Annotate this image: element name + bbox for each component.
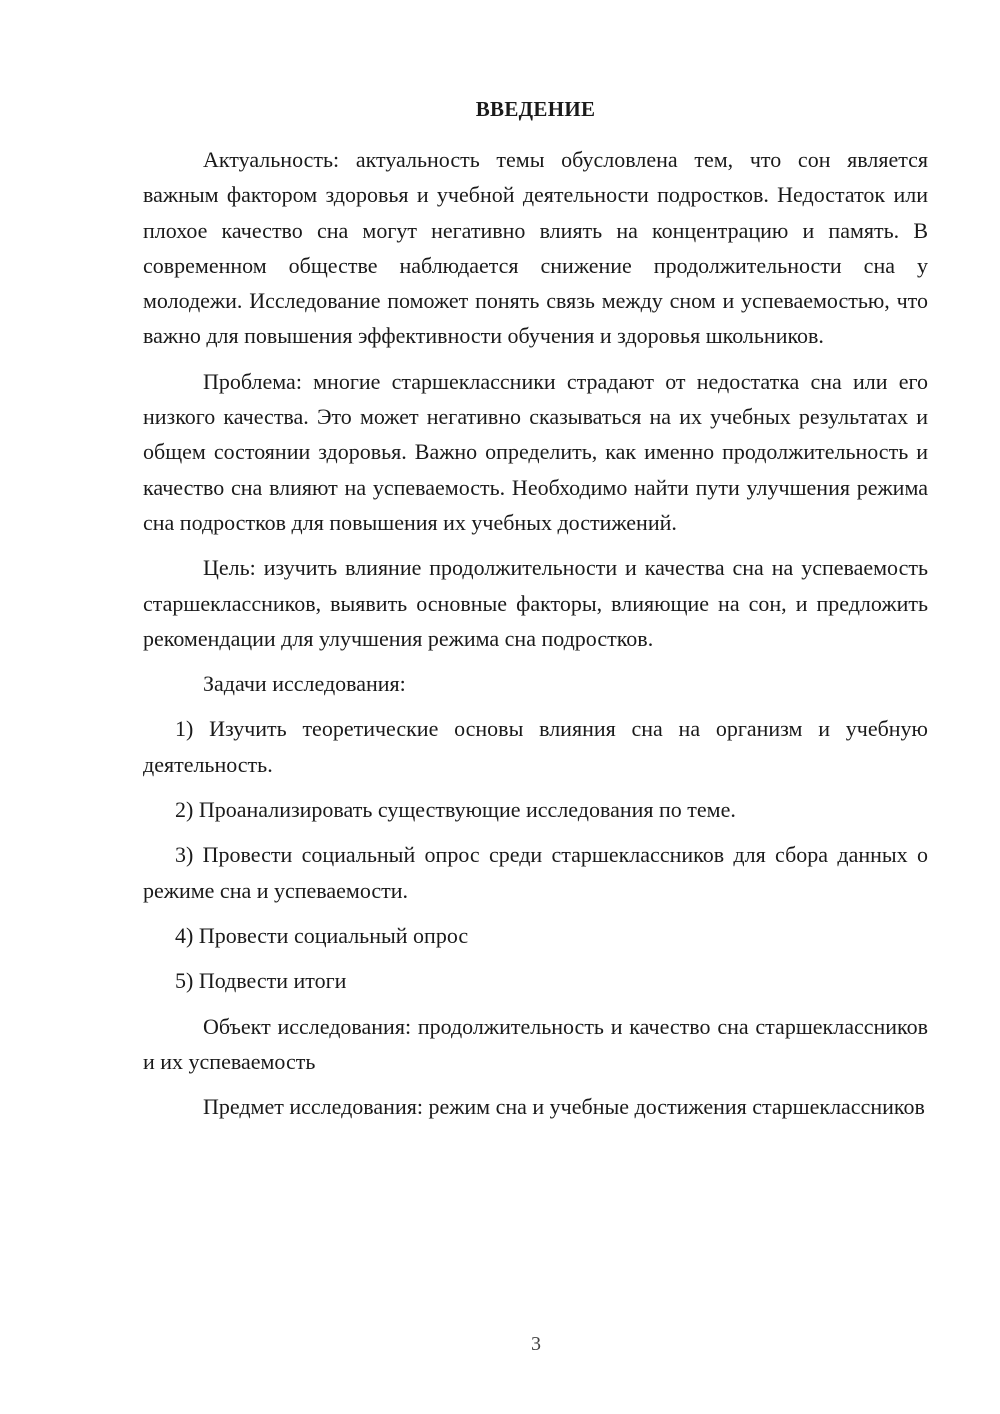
task-item-1: 1) Изучить теоретические основы влияния сна на организм и учебную деятельность.: [143, 716, 928, 777]
problem-paragraph: Проблема: многие старшеклассники страдают от недостатка сна или его низкого качества. Это может негативно сказываться на их учебных результатах и общем состоянии здоровья. Важно определить, как именно продолжительность и качество сна влияют на успеваемость. Необходимо найти пути улучшения режима сна подростков для повышения их учебных достижений.: [143, 368, 928, 535]
section-title: ВВЕДЕНИЕ: [475, 97, 596, 121]
goal-paragraph: Цель: изучить влияние продолжительности и качества сна на успеваемость старшеклассников, выявить основные факторы, влияющие на сон, и предложить рекомендации для улучшения режима сна подростков.: [143, 555, 928, 651]
relevance-paragraph: Актуальность: актуальность темы обусловлена тем, что сон является важным фактором здоровья и учебной деятельности подростков. Недостаток или плохое качество сна могут негативно влиять на концентрацию и память. В современном обществе наблюдается снижение продолжительности сна у молодежи. Исследование поможет понять связь между сном и успеваемостью, что важно для повышения эффективности обучения и здоровья школьников.: [143, 147, 928, 349]
subject-paragraph: Предмет исследования: режим сна и учебные достижения старшеклассников: [203, 1094, 925, 1120]
task-item-2: 2) Проанализировать существующие исследования по теме.: [175, 797, 736, 823]
page-number: 3: [531, 1333, 541, 1355]
document-body: [143, 142, 928, 1134]
tasks-heading: Задачи исследования:: [203, 671, 406, 697]
object-paragraph: Объект исследования: продолжительность и качество сна старшеклассников и их успеваемость: [143, 1013, 928, 1074]
task-item-4: 4) Провести социальный опрос: [175, 922, 469, 948]
task-item-3: 3) Провести социальный опрос среди старшеклассников для сбора данных о режиме сна и успеваемости.: [143, 842, 928, 903]
task-item-5: 5) Подвести итоги: [175, 968, 347, 994]
